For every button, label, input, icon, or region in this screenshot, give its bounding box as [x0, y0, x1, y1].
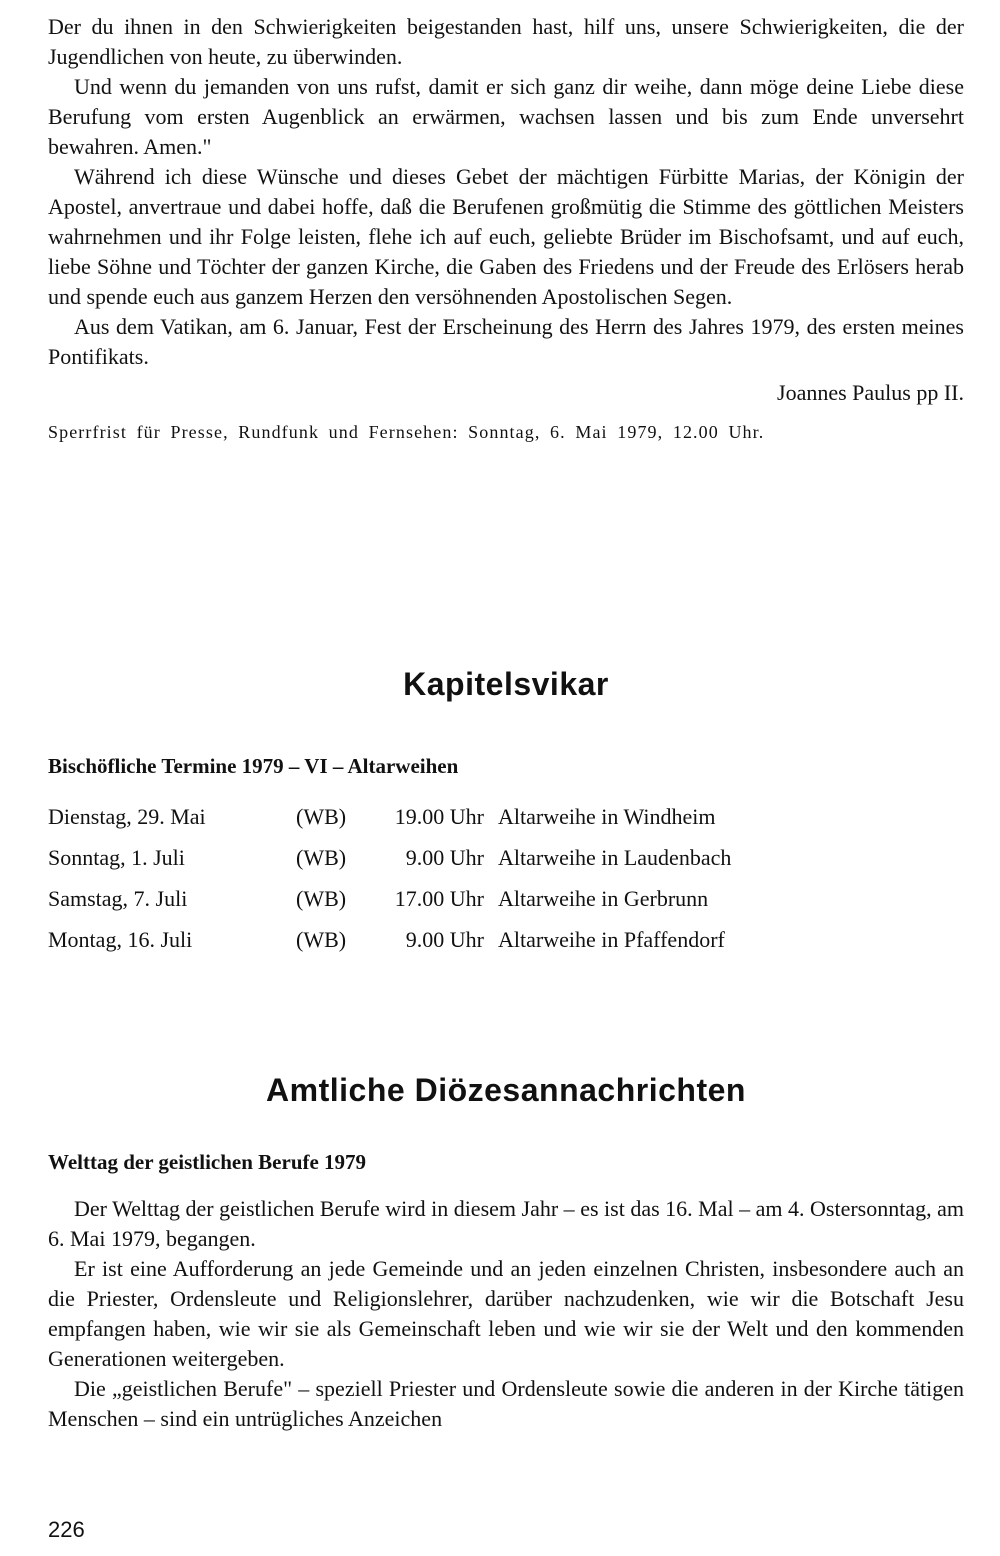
signature: Joannes Paulus pp II. — [777, 380, 964, 405]
schedule-date: Sonntag, 1. Juli — [48, 844, 185, 870]
schedule-time: 9.00 Uhr — [405, 926, 484, 952]
schedule-row — [48, 878, 878, 919]
schedule-code: (WB) — [296, 926, 347, 952]
embargo-note: Sperrfrist für Presse, Rundfunk und Fernsehen: Sonntag, 6. Mai 1979, 12.00 Uhr. — [48, 422, 765, 442]
letter-paragraph-1: Der du ihnen in den Schwierigkeiten beigestanden hast, hilf uns, unsere Schwierigkeiten, die der Jugendlichen von heute, zu überwinden. — [48, 14, 964, 69]
schedule-date: Dienstag, 29. Mai — [48, 803, 206, 829]
amtliche-body — [48, 1194, 964, 1434]
page-content — [48, 12, 964, 1431]
schedule-row — [48, 796, 878, 837]
schedule-code: (WB) — [296, 844, 347, 870]
amtliche-paragraph-1: Der Welttag der geistlichen Berufe wird in diesem Jahr – es ist das 16. Mal – am 4. Ostersonntag, am 6. Mai 1979, begangen. — [48, 1196, 964, 1251]
schedule-code: (WB) — [296, 803, 347, 829]
page-number: 226 — [48, 1517, 85, 1542]
schedule-subheading: Bischöfliche Termine 1979 – VI – Altarweihen — [48, 754, 459, 778]
schedule-row — [48, 837, 878, 878]
schedule-code: (WB) — [296, 885, 347, 911]
letter-paragraph-3: Während ich diese Wünsche und dieses Gebet der mächtigen Fürbitte Marias, der Königin der Apostel, anvertraue und dabei hoffe, daß die Berufenen großmütig die Stimme des göttlichen Meisters wahrnehmen und ihr Folge leisten, flehe ich auf euch, geliebte Brüder im Bischofsamt, und auf euch, liebe Söhne und Töchter der ganzen Kirche, die Gaben des Friedens und der Freude des Erlösers herab und spende euch aus ganzem Herzen den versöhnenden Apostolischen Segen. — [48, 164, 964, 309]
kapitelsvikar-heading: Kapitelsvikar — [403, 666, 609, 702]
schedule-event: Altarweihe in Pfaffendorf — [498, 926, 725, 952]
schedule-row — [48, 919, 878, 960]
schedule-date: Samstag, 7. Juli — [48, 885, 188, 911]
letter-paragraph-2: Und wenn du jemanden von uns rufst, damit er sich ganz dir weihe, dann möge deine Liebe diese Berufung vom ersten Augenblick an erwärmen, wachsen lassen und bis zum Ende unversehrt bewahren. Amen." — [48, 74, 964, 159]
schedule-time: 17.00 Uhr — [394, 885, 484, 911]
amtliche-heading: Amtliche Diözesannachrichten — [266, 1072, 746, 1108]
schedule-date: Montag, 16. Juli — [48, 926, 193, 952]
altar-consecration-schedule — [48, 796, 878, 960]
schedule-time: 19.00 Uhr — [394, 803, 484, 829]
amtliche-paragraph-2: Er ist eine Aufforderung an jede Gemeinde und an jeden einzelnen Christen, insbesondere auch an die Priester, Ordensleute und Religionslehrer, darüber nachzudenken, wie wir die Botschaft Jesu empfangen haben, wie wir sie als Gemeinschaft leben und wie wir sie der Welt und den kommenden Generationen weitergeben. — [48, 1256, 964, 1371]
schedule-event: Altarweihe in Gerbrunn — [498, 885, 709, 911]
amtliche-paragraph-3: Die „geistlichen Berufe" – speziell Priester und Ordensleute sowie die anderen in der Kirche tätigen Menschen – sind ein untrügliches Anzeichen — [48, 1376, 964, 1431]
schedule-event: Altarweihe in Laudenbach — [498, 844, 732, 870]
schedule-event: Altarweihe in Windheim — [498, 803, 716, 829]
schedule-time: 9.00 Uhr — [405, 844, 484, 870]
letter-paragraph-4: Aus dem Vatikan, am 6. Januar, Fest der Erscheinung des Herrn des Jahres 1979, des ersten meines Pontifikats. — [48, 314, 964, 369]
welttag-subheading: Welttag der geistlichen Berufe 1979 — [48, 1150, 367, 1174]
